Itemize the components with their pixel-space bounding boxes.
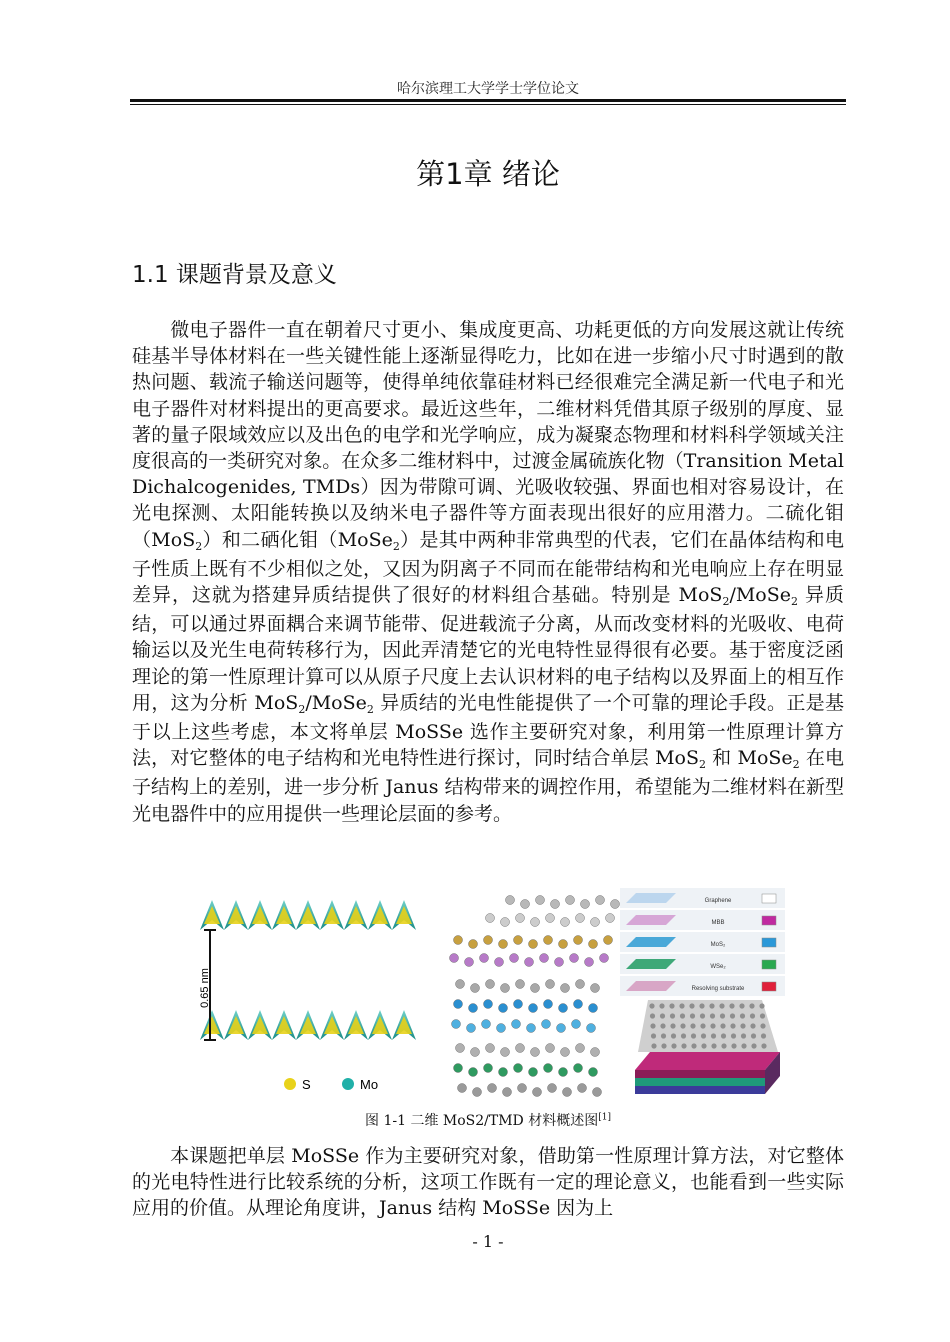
- s-atom-legend-icon: [284, 1078, 296, 1090]
- legend-mo: Mo: [360, 1077, 379, 1092]
- figure-mos2-overview: [190, 880, 785, 1100]
- heterostructure-stack: [450, 896, 620, 1097]
- device-slab: [635, 1000, 780, 1094]
- header-rule-thin: [130, 104, 846, 105]
- scale-label: 0.65 nm: [199, 968, 211, 1008]
- svg-text:MoS₂: MoS₂: [710, 942, 726, 948]
- mos2-layer-bottom: [200, 1010, 416, 1040]
- layer-stack-diagram: [620, 888, 785, 996]
- figure-caption: 图 1-1 二维 MoS2/TMD 材料概述图[1]: [365, 1112, 611, 1129]
- mo-atom-legend-icon: [342, 1078, 354, 1090]
- svg-text:MBB: MBB: [711, 920, 725, 926]
- paragraph-1: 微电子器件一直在朝着尺寸更小、集成度更高、功耗更低的方向发展这就让传统硅基半导体材料在一些关键性能上逐渐显得吃力，比如在进一步缩小尺寸时遇到的散热问题、载流子输送问题等，使得单纯依靠硅材料已经很难完全满足新一代电子和光电子器件对材料提出的更高要求。最近这些年，二维材料凭借其原子级别的厚度、显著的量子限域效应以及出色的电学和光学响应，成为凝聚态物理和材料科学领域关注度很高的一类研究对象。在众多二维材料中，过渡金属硫族化物（Transition Metal Dichalcogenides, TMDs）因为带隙可调、光吸收较强、界面也相对容易设计，在光电探测、太阳能转换以及纳米电子器件等方面表现出很好的应用潜力。二硫化钼（MoS$_2$）和二硒化钼（MoSe$_2$）是其中两种非常典型的代表，它们在晶体结构和电子性质上既有不少相似之处，又因为阴离子不同而在能带结构和光电响应上存在明显差异，这就为搭建异质结提供了很好的材料组合基础。特别是 MoS$_2$/MoSe$_2$ 异质结，可以通过界面耦合来调节能带、促进载流子分离，从而改变材料的光吸收、电荷输运以及光生电荷转移行为，因此弄清楚它的光电特性显得很有必要。基于密度泛函理论的第一性原理计算可以从原子尺度上去认识材料的电子结构以及界面上的相互作用，这为分析 MoS$_2$/MoSe$_2$ 异质结的光电性能提供了一个可靠的理论手段。正是基于以上这些考虑，本文将单层 MoSSe 选作主要研究对象，利用第一性原理计算方法，对它整体的电子结构和光电特性进行探讨，同时结合单层 MoS$_2$ 和 MoSe$_2$ 在电子结构上的差别，进一步分析 Janus 结构带来的调控作用，希望能为二维材料在新型光电器件中的应用提供一些理论层面的参考。: [132, 319, 845, 825]
- running-header: 哈尔滨理工大学学士学位论文: [397, 81, 579, 97]
- mos2-layer-top: [200, 900, 416, 930]
- page-number: - 1 -: [472, 1232, 504, 1251]
- chapter-title: 第1章 绪论: [416, 157, 560, 191]
- legend-s: S: [302, 1077, 311, 1092]
- section-title: 1.1 课题背景及意义: [132, 262, 337, 288]
- paragraph-2: 本课题把单层 MoSSe 作为主要研究对象，借助第一性原理计算方法，对它整体的光电特性进行比较系统的分析，这项工作既有一定的理论意义，也能看到一些实际应用的价值。从理论角度讲，Janus 结构 MoSSe 因为上: [132, 1145, 844, 1220]
- svg-text:WSe₂: WSe₂: [710, 964, 726, 970]
- svg-text:Resolving substrate: Resolving substrate: [691, 986, 745, 992]
- svg-text:Graphene: Graphene: [704, 898, 732, 904]
- header-rule-thick: [130, 99, 846, 102]
